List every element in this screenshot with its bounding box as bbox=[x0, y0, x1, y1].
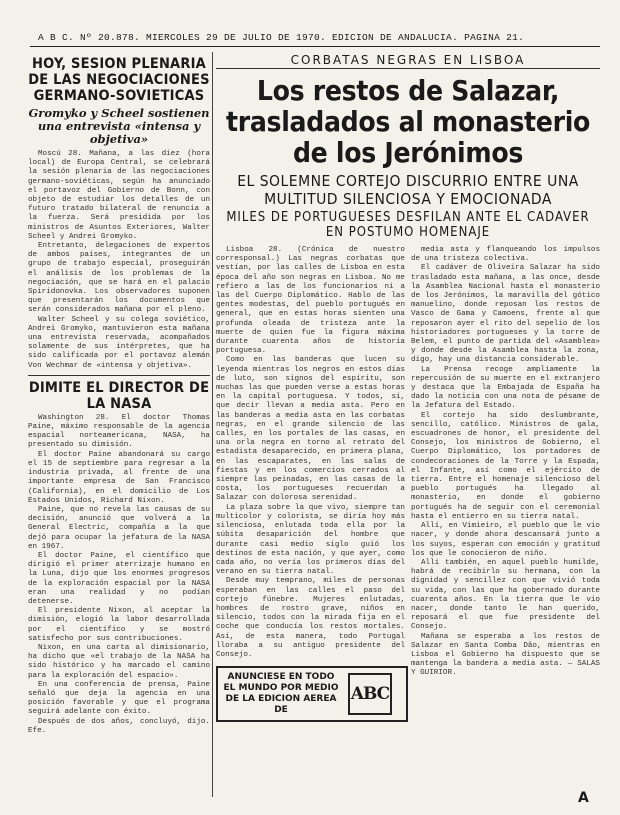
nasa-body bbox=[28, 414, 210, 736]
abc-logo: ABC bbox=[348, 673, 392, 715]
paragraph: Como en las banderas que lucen su leyenda mientras los negros en estos días de luto, son signos del espíritu, son muchas las que pueden verse a estas horas en la capital portuguesa. Y todos, sí, que decir llevan a media asta. Pero en las banderas a media asta en las corbatas negras, en el grande silencio de las calles, en los portales de las casas, en una orla negra en torno al retrato del estadista desaparecido, en primera plana, en las escaparates, en las salas de fiestas y en los comercios cerrados al siempre las peinadas, en las casas de la costa, los portugueses recuerdan a Salazar con dolorosa serenidad. bbox=[216, 356, 405, 503]
paragraph: Moscú 28. Mañana, a las diez (hora local) de Europa Central, se celebrará la sesión plenaria de las negociaciones germano-soviéticas, según ha anunciado el portavoz del Gobierno de Bonn, con objeto de estudiar los detalles de un futuro tratado bilateral de renuncia a la fuerza. Será presidida por los ministros de Asuntos Exteriores, Walter Scheel y Andrei Gromyko. bbox=[28, 150, 210, 241]
header-rule bbox=[30, 46, 600, 47]
article-column-2 bbox=[411, 246, 600, 722]
paragraph: El cadáver de Oliveira Salazar ha sido trasladado esta mañana, a las once, desde la Asamblea Nacional hasta el monasterio de los Jerónimos, la maravilla del gótico manuelino, donde reposan los restos de Vasco de Gama y Camoens, frente al que reposaron ayer el rito del sepelio de los historiadores portugueses y la torre de Belem, el punto de partida del «Asamblea» y donde desde la Asamblea hasta la zona, digo, hay una distancia considerable. bbox=[411, 264, 600, 365]
right-column bbox=[216, 52, 600, 797]
article-column-1 bbox=[216, 246, 405, 722]
paragraph: Allí, en Vimieiro, el pueblo que le vio nacer, y donde ahora descansará junto a los suyos, esperan con emoción y gratitud los que le conocieron de niño. bbox=[411, 522, 600, 558]
story-negotiations bbox=[28, 56, 210, 371]
paragraph: media asta y flanqueando los impulsos de una tristeza colectiva. bbox=[411, 246, 600, 264]
paragraph: La plaza sobre la que vivo, siempre tan multicolor y colorista, se diría hoy más silenciosa, enlutada toda ella por la súbita desaparición del hombre que durante casi medio siglo guió los destinos de esta nación, y que ayer, como cada año, no vería los primeros días del verano en su tierra natal. bbox=[216, 503, 405, 577]
story-nasa bbox=[28, 380, 210, 736]
secondary-headline: EL SOLEMNE CORTEJO DISCURRIO ENTRE UNA MULTITUD SILENCIOSA Y EMOCIONADA bbox=[237, 172, 579, 208]
paragraph: En una conferencia de prensa, Paine señaló que deja la agencia en una posición favorable y que el programa seguirá adelante con éxito. bbox=[28, 680, 210, 717]
negotiations-headline: HOY, SESION PLENARIA DE LAS NEGOCIACIONES GERMANO-SOVIETICAS bbox=[28, 56, 210, 104]
column-divider bbox=[212, 52, 213, 797]
paragraph: Desde muy temprano, miles de personas esperaban en las calles el paso del cortejo fúnebre. Mujeres enlutadas, hombres de rostro grave, niños en silencio, todos con la mirada fija en el coche que conducía los restos mortales. Así, de esta manera, todo Portugal lloraba a su antiguo presidente del Consejo. bbox=[216, 577, 405, 659]
tertiary-headline: MILES DE PORTUGUESES DESFILAN ANTE EL CADAVER EN POSTUMO HOMENAJE bbox=[226, 210, 590, 240]
paragraph: Washington 28. El doctor Thomas Paine, máximo responsable de la agencia espacial norteamericana, NASA, ha presentado su dimisión. bbox=[28, 413, 210, 450]
left-column bbox=[28, 52, 210, 792]
paragraph: El doctor Paine abandonará su cargo el 15 de septiembre para regresar a la industria privada, al frente de una importante empresa de San Francisco (California), en el domicilio de Los Estados Unidos, Richard Nixon. bbox=[28, 450, 210, 505]
story-divider bbox=[28, 375, 210, 376]
paragraph: Lisboa 28. (Crónica de nuestro corresponsal.) Las negras corbatas que vestían, por las calles de Lisboa en esta época del año son negras en Lisboa. No me refiero a las de los funcionarios ni a las del Cuerpo Diplomático. Hablo de las gentes modestas, del pueblo portugués en general, que en estas horas sienten una profunda oleada de tristeza ante la muerte de quien fue la figura máxima durante cuarenta años de historia portuguesa. bbox=[216, 246, 405, 356]
advertisement bbox=[216, 666, 408, 722]
paragraph: Después de dos años, concluyó, dijo. Efe. bbox=[28, 717, 210, 735]
article-columns bbox=[216, 246, 600, 722]
paragraph: La Prensa recoge ampliamente la repercusión de su muerte en el extranjero y destaca que la Embajada de España ha dado la noticia con una nota de pésame de la Jefatura del Estado. bbox=[411, 365, 600, 411]
paragraph: Walter Scheel y su colega soviético, Andrei Gromyko, mantuvieron esta mañana una entrevista reservada, acompañados solamente de sus intérpretes, que ha sido calificada por el portavoz alemán Von Wechmar de «intensa y objetiva». bbox=[28, 315, 210, 370]
page-mark: A bbox=[578, 790, 589, 806]
main-headline: Los restos de Salazar, trasladados al monasterio de los Jerónimos bbox=[225, 74, 591, 169]
paragraph: El presidente Nixon, al aceptar la dimisión, elogió la labor desarrollada por el científico y se mostró satisfecho por sus contribuciones. bbox=[28, 607, 210, 643]
page-header: A B C. Nº 20.878. MIERCOLES 29 DE JULIO DE 1970. EDICION DE ANDALUCIA. PAGINA 21. bbox=[38, 32, 525, 43]
negotiations-body bbox=[28, 150, 210, 371]
paragraph: Paine, que no revela las causas de su decisión, anunció que volverá a la General Electric, compañía a la que dejó para ocupar la jefatura de la NASA en 1967. bbox=[28, 505, 210, 551]
paragraph: Mañana se esperaba a los restos de Salazar en Santa Comba Dão, mientras en Lisboa el Gobierno ha dispuesto que se mantenga la bandera a media asta. — SALAS Y GUIRIOR. bbox=[411, 632, 600, 678]
paragraph: El doctor Paine, el científico que dirigió el primer aterrizaje humano en la Luna, dijo que los enormes progresos de la exploración espacial por la NASA eran una realidad y no podían detenerse. bbox=[28, 551, 210, 606]
paragraph: Allí también, en aquel pueblo humilde, habrá de recibirlo su hermana, con la dignidad y sencillez con que vivió toda su vida, con las que ha gobernado durante cuarenta años. En la tierra que le vio nacer, donde tanto le han querido, reposará el que fue presidente del Consejo. bbox=[411, 558, 600, 632]
ad-text: ANUNCIESE EN TODO EL MUNDO POR MEDIO DE LA EDICION AEREA DE bbox=[223, 672, 339, 716]
paragraph: Nixon, en una carta al dimisionario, ha dicho que «el trabajo de la NASA ha sido histórico y ha marcado el camino para la exploración del espacio». bbox=[28, 643, 210, 680]
section-banner: CORBATAS NEGRAS EN LISBOA bbox=[216, 52, 600, 69]
negotiations-subhead: Gromyko y Scheel sostienen una entrevista «intensa y objetiva» bbox=[28, 106, 210, 146]
nasa-headline: DIMITE EL DIRECTOR DE LA NASA bbox=[28, 379, 210, 412]
paragraph: El cortejo ha sido deslumbrante, sencillo, católico. Ministros de gala, escuadrones de honor, el presidente del Consejo, los ministros de Gobierno, el Cuerpo Diplomático, los portadores de condecoraciones de la Torre y la Espada, el Infante, así como el ejército de tierra. Entre el homenaje silencioso del pueblo portugués ha llegado al monasterio, en donde el gobierno portugués ha de seguir con el ceremonial hasta el entierro en su tierra natal. bbox=[411, 411, 600, 521]
paragraph: Entretanto, delegaciones de expertos de ambos países, integrantes de un grupo de trabajo especial, proseguirán el análisis de los problemas de la negociación, que se hará en el palacio Spiridonovka. Los observadores suponen que presentarán los documentos que serán considerados mañana por el pleno. bbox=[28, 242, 210, 315]
